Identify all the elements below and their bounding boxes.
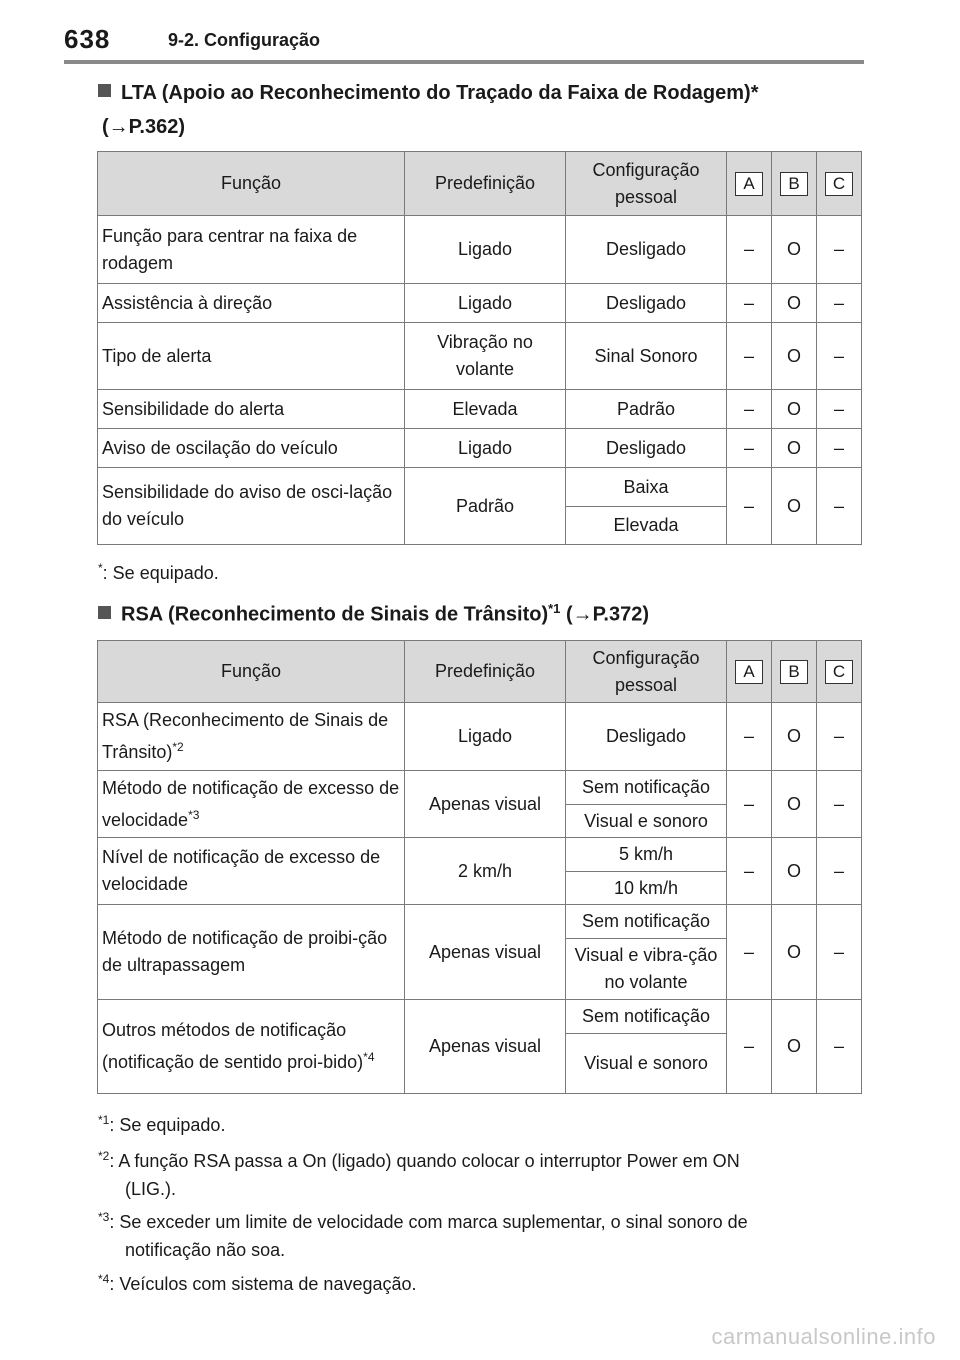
row-b: O — [772, 771, 817, 838]
row-c: – — [817, 1000, 862, 1094]
lta-heading — [98, 76, 759, 144]
row-a: – — [727, 429, 772, 468]
row-custom: Desligado — [566, 216, 727, 284]
col-default: Predefinição — [405, 152, 566, 216]
row-custom-option: Visual e vibra-ção no volante — [566, 939, 727, 1000]
lta-heading-line1: LTA (Apoio ao Reconhecimento do Traçado da Faixa de Rodagem)* — [121, 82, 759, 104]
col-config: Configuração pessoal — [566, 152, 727, 216]
row-custom: Sinal Sonoro — [566, 323, 727, 390]
row-a: – — [727, 771, 772, 838]
col-default: Predefinição — [405, 641, 566, 703]
row-default: Padrão — [405, 468, 566, 545]
bullet-square-icon — [98, 84, 111, 97]
table-row — [98, 1000, 862, 1034]
col-b — [772, 152, 817, 216]
table-row — [98, 390, 862, 429]
rsa-table — [97, 640, 862, 1094]
row-custom-option: Sem notificação — [566, 1000, 727, 1034]
rsa-footnote-1: $^{*1}$: Se equipado. — [98, 1113, 226, 1135]
col-function: Função — [98, 152, 405, 216]
table-row — [98, 468, 862, 507]
row-custom-option: Sem notificação — [566, 905, 727, 939]
row-b: O — [772, 703, 817, 771]
table-header-row — [98, 152, 862, 216]
row-custom-option: Visual e sonoro — [566, 805, 727, 838]
row-default: Ligado — [405, 284, 566, 323]
row-c: – — [817, 390, 862, 429]
row-b: O — [772, 429, 817, 468]
col-b — [772, 641, 817, 703]
row-c: – — [817, 703, 862, 771]
header-rule — [64, 60, 864, 64]
letter-a-icon: A — [735, 172, 763, 196]
lta-table — [97, 151, 862, 545]
row-c: – — [817, 323, 862, 390]
row-c: – — [817, 905, 862, 1000]
row-custom: Desligado — [566, 284, 727, 323]
row-b: O — [772, 323, 817, 390]
row-custom-option: Elevada — [566, 507, 727, 545]
row-function: Método de notificação de excesso de velocidade$^{*3}$ — [98, 771, 405, 838]
row-b: O — [772, 838, 817, 905]
row-default: Vibração no volante — [405, 323, 566, 390]
row-custom-option: 10 km/h — [566, 872, 727, 905]
table-header-row — [98, 641, 862, 703]
row-c: – — [817, 429, 862, 468]
row-function: Função para centrar na faixa de rodagem — [98, 216, 405, 284]
row-b: O — [772, 390, 817, 429]
rsa-footnote-3: $^{*3}$: Se exceder um limite de velocidade com marca suplementar, o sinal sonoro de notificação não soa. — [98, 1210, 748, 1260]
table-row — [98, 284, 862, 323]
col-config: Configuração pessoal — [566, 641, 727, 703]
row-function: Tipo de alerta — [98, 323, 405, 390]
letter-b-icon: B — [780, 172, 808, 196]
row-a: – — [727, 468, 772, 545]
row-function: Método de notificação de proibi-ção de ultrapassagem — [98, 905, 405, 1000]
row-a: – — [727, 905, 772, 1000]
row-default: Apenas visual — [405, 1000, 566, 1094]
row-b: O — [772, 284, 817, 323]
table-row — [98, 838, 862, 872]
row-default: Apenas visual — [405, 905, 566, 1000]
col-c — [817, 641, 862, 703]
page-number: 638 — [64, 24, 111, 54]
table-row — [98, 905, 862, 939]
row-default: Ligado — [405, 703, 566, 771]
watermark: carmanualsonline.info — [711, 1324, 936, 1349]
row-a: – — [727, 216, 772, 284]
table-row — [98, 703, 862, 771]
bullet-square-icon — [98, 606, 111, 619]
row-b: O — [772, 216, 817, 284]
lta-heading-ref: (→P.362) — [102, 116, 186, 138]
table-row — [98, 216, 862, 284]
letter-b-icon: B — [780, 660, 808, 684]
row-custom-option: Baixa — [566, 468, 727, 507]
row-custom-option: 5 km/h — [566, 838, 727, 872]
section-title: 9-2. Configuração — [168, 30, 321, 50]
row-default: Ligado — [405, 429, 566, 468]
row-default: Ligado — [405, 216, 566, 284]
row-b: O — [772, 905, 817, 1000]
row-a: – — [727, 703, 772, 771]
row-c: – — [817, 468, 862, 545]
rsa-heading: RSA (Reconhecimento de Sinais de Trânsito)$^{*1}$ (→P.372) — [98, 592, 649, 632]
row-function: Outros métodos de notificação (notificação de sentido proi-bido)$^{*4}$ — [98, 1000, 405, 1094]
table-row — [98, 323, 862, 390]
row-function: Aviso de oscilação do veículo — [98, 429, 405, 468]
rsa-footnote-4: $^{*4}$: Veículos com sistema de navegação. — [98, 1272, 417, 1294]
col-c — [817, 152, 862, 216]
row-function: Sensibilidade do alerta — [98, 390, 405, 429]
row-function: RSA (Reconhecimento de Sinais de Trânsito)$^{*2}$ — [98, 703, 405, 771]
row-c: – — [817, 284, 862, 323]
letter-c-icon: C — [825, 172, 853, 196]
col-a — [727, 641, 772, 703]
row-default: 2 km/h — [405, 838, 566, 905]
row-b: O — [772, 468, 817, 545]
col-a — [727, 152, 772, 216]
row-default: Apenas visual — [405, 771, 566, 838]
col-function: Função — [98, 641, 405, 703]
row-a: – — [727, 838, 772, 905]
table-row — [98, 771, 862, 805]
row-function: Assistência à direção — [98, 284, 405, 323]
rsa-footnote-2: $^{*2}$: A função RSA passa a On (ligado) quando colocar o interruptor Power em ON (LIG.). — [98, 1149, 740, 1199]
letter-c-icon: C — [825, 660, 853, 684]
row-function: Sensibilidade do aviso de osci-lação do veículo — [98, 468, 405, 545]
row-custom: Padrão — [566, 390, 727, 429]
letter-a-icon: A — [735, 660, 763, 684]
row-custom-option: Visual e sonoro — [566, 1034, 727, 1094]
row-custom: Desligado — [566, 703, 727, 771]
row-a: – — [727, 323, 772, 390]
row-a: – — [727, 1000, 772, 1094]
row-c: – — [817, 838, 862, 905]
row-custom-option: Sem notificação — [566, 771, 727, 805]
row-function: Nível de notificação de excesso de velocidade — [98, 838, 405, 905]
row-a: – — [727, 390, 772, 429]
row-default: Elevada — [405, 390, 566, 429]
row-b: O — [772, 1000, 817, 1094]
row-c: – — [817, 216, 862, 284]
lta-footnote: *: Se equipado. — [98, 561, 219, 583]
row-custom: Desligado — [566, 429, 727, 468]
row-a: – — [727, 284, 772, 323]
table-row — [98, 429, 862, 468]
row-c: – — [817, 771, 862, 838]
